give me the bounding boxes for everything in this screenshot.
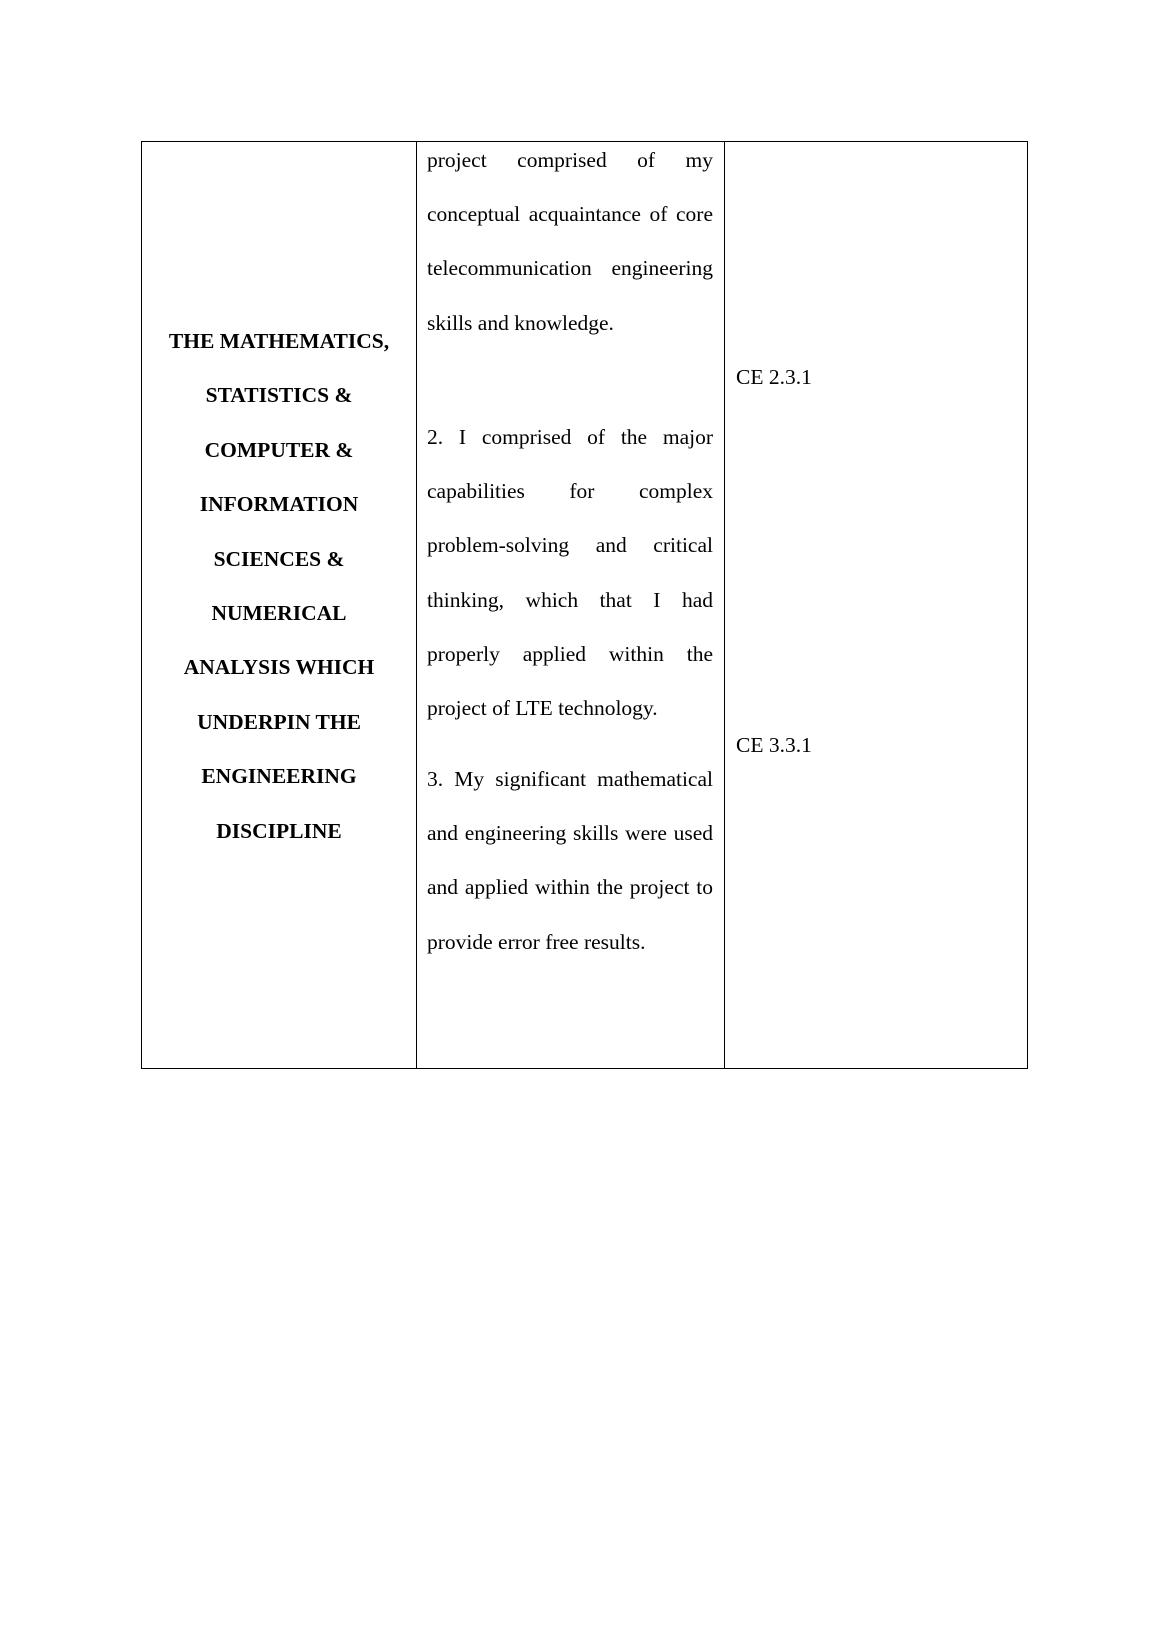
statements-cell: [417, 142, 725, 1069]
heading-line: SCIENCES &: [213, 546, 345, 571]
heading-line: UNDERPIN THE: [197, 709, 361, 734]
heading-line: INFORMATION: [199, 492, 359, 517]
heading-line: DISCIPLINE: [216, 818, 342, 843]
competency-heading-cell: [142, 142, 417, 1069]
heading-line: NUMERICAL: [211, 601, 347, 626]
statement-paragraph: 3. My significant mathematical and engineering skills were used and applied within the project to provide error free results.: [427, 767, 713, 954]
statement-paragraph: project comprised of my conceptual acquaintance of core telecommunication engineering skills and knowledge.: [427, 148, 713, 335]
heading-line: ANALYSIS WHICH: [183, 655, 375, 680]
competency-table: [141, 141, 1028, 1069]
heading-line: STATISTICS &: [205, 383, 353, 408]
heading-line: ENGINEERING: [201, 764, 357, 789]
career-episode-reference: CE 2.3.1: [736, 365, 812, 389]
table-row: [142, 142, 1028, 1069]
heading-line: THE MATHEMATICS,: [168, 329, 390, 353]
career-episode-reference: CE 3.3.1: [736, 733, 812, 757]
statement-paragraph: 2. I comprised of the major capabilities for complex problem-solving and critical thinking, which that I had properly applied within the project of LTE technology.: [427, 425, 713, 721]
references-cell: [725, 142, 1028, 1069]
competency-heading: [142, 314, 416, 858]
heading-line: COMPUTER &: [204, 437, 354, 462]
